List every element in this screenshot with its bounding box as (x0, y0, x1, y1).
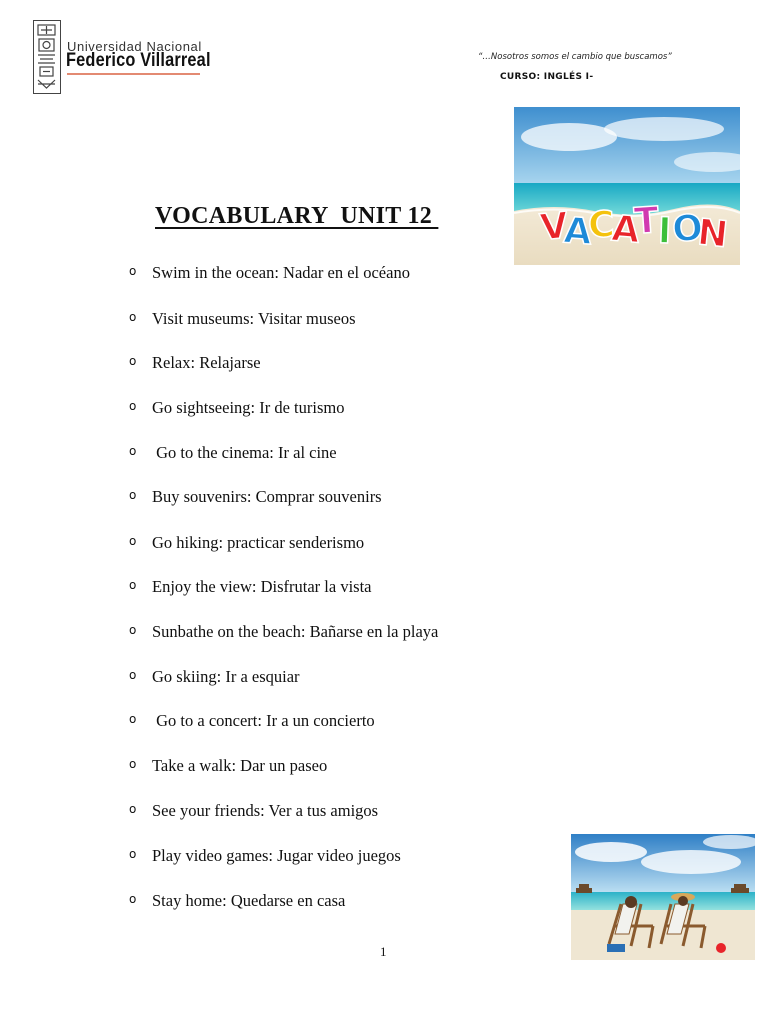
bullet-icon: o (129, 578, 137, 592)
vocabulary-text: Visit museums: Visitar museos (152, 309, 356, 328)
bullet-icon: o (129, 354, 137, 368)
vacation-letter: I (657, 210, 672, 253)
university-name-line1: Universidad Nacional (67, 39, 202, 54)
bullet-icon: o (129, 892, 137, 906)
vacation-letter: A (609, 208, 642, 252)
bullet-icon: o (129, 802, 137, 816)
course-label: CURSO: INGLÉS I- (500, 72, 594, 82)
bullet-icon: o (129, 488, 137, 502)
bullet-icon: o (129, 310, 137, 324)
vocabulary-text: See your friends: Ver a tus amigos (152, 801, 379, 820)
vocabulary-text: Go skiing: Ir a esquiar (152, 667, 300, 686)
bullet-icon: o (129, 668, 137, 682)
vocabulary-text: Go to a concert: Ir a un concierto (152, 711, 375, 730)
vacation-letter: O (670, 207, 705, 251)
vocabulary-text: Take a walk: Dar un paseo (152, 756, 328, 775)
motto-text: “…Nosotros somos el cambio que buscamos” (478, 52, 672, 62)
bullet-icon: o (129, 847, 137, 861)
bullet-icon: o (129, 757, 137, 771)
vocabulary-text: Buy souvenirs: Comprar souvenirs (152, 487, 382, 506)
vocabulary-text: Go hiking: practicar senderismo (152, 533, 365, 552)
page-number: 1 (380, 944, 387, 959)
vacation-letter: N (695, 212, 730, 256)
page-title: VOCABULARY UNIT 12 (155, 203, 439, 229)
vacation-letter: T (632, 200, 661, 243)
bullet-icon: o (129, 712, 137, 726)
vocabulary-text: Stay home: Quedarse en casa (152, 891, 346, 910)
bullet-icon: o (129, 264, 137, 278)
vocabulary-text: Sunbathe on the beach: Bañarse en la playa (152, 622, 439, 641)
vacation-letter: V (538, 205, 571, 249)
vocabulary-text: Swim in the ocean: Nadar en el océano (152, 263, 410, 282)
bullet-icon: o (129, 444, 137, 458)
vacation-letter: C (587, 204, 616, 247)
university-name-line2: Federico Villarreal (66, 50, 211, 71)
vocabulary-text: Play video games: Jugar video juegos (152, 846, 401, 865)
vocabulary-text: Relax: Relajarse (152, 353, 261, 372)
vacation-letter: A (562, 210, 594, 254)
bullet-icon: o (129, 534, 137, 548)
bullet-icon: o (129, 623, 137, 637)
vocabulary-text: Go sightseeing: Ir de turismo (152, 398, 345, 417)
vocabulary-text: Go to the cinema: Ir al cine (152, 443, 337, 462)
vocabulary-text: Enjoy the view: Disfrutar la vista (152, 577, 372, 596)
bullet-icon: o (129, 399, 137, 413)
